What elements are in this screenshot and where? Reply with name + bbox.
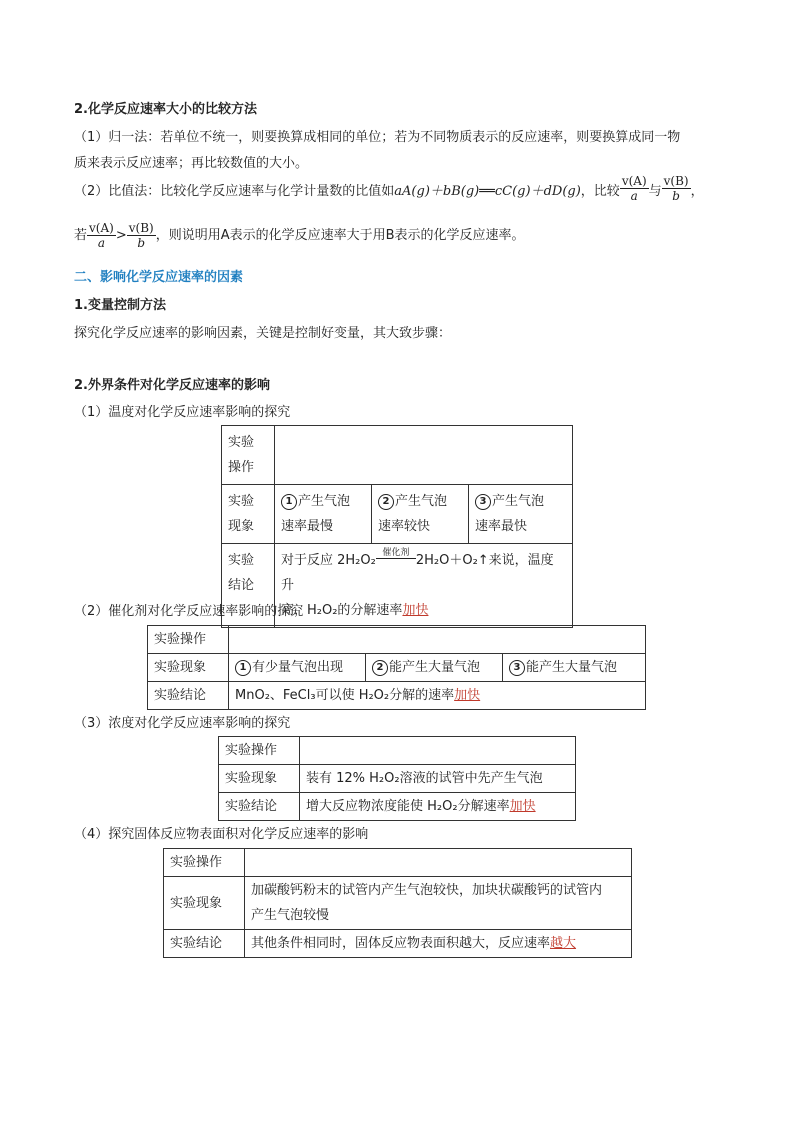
circled-number-1: 1 (281, 494, 297, 510)
fraction-vb-2-den: b (137, 236, 146, 250)
circled-number-2: 2 (378, 494, 394, 510)
fraction-va-den: a (630, 189, 638, 203)
table2-caption: （2）催化剂对化学反应速率影响的探究 (74, 604, 304, 619)
t2-ph1: 1 有少量气泡出现 (229, 654, 366, 682)
fraction-vb-num: v(B) (663, 174, 689, 188)
t3-ph-label: 实验现象 (219, 765, 300, 793)
t4-cc-value: 其他条件相同时，固体反应物表面积越大，反应速率越大 (245, 930, 632, 958)
table-row (148, 626, 646, 654)
table-row (222, 426, 573, 485)
t1-op-value (275, 426, 573, 485)
fraction-va-num: v(A) (621, 174, 647, 188)
fraction-va (620, 174, 649, 203)
part2-title: 二、影响化学反应速率的因素 (74, 270, 244, 285)
t4-answer: 越大 (550, 936, 577, 951)
paragraph-normalize-1: （1）归一法：若单位不统一，则要换算成相同的单位；若为不同物质表示的反应速率，则要换算成同一物 (74, 130, 681, 145)
fraction-vb-den: b (672, 189, 680, 203)
ratio-conclusion-text: ，则说明用A表示的化学反应速率大于用B表示的化学反应速率。 (155, 228, 525, 243)
t2-op-label: 实验操作 (148, 626, 229, 654)
fraction-vb (662, 174, 691, 203)
t2-ph2: 2 能产生大量气泡 (366, 654, 503, 682)
ratio-gt: > (115, 228, 127, 243)
circled-number-2: 2 (372, 660, 388, 676)
t1-cc-label: 实验 结论 (222, 544, 275, 628)
table-row (148, 682, 646, 710)
fraction-va-2 (87, 221, 116, 250)
fraction-vb-2 (127, 221, 156, 250)
ratio-equation: aA(g)＋bB(g)══cC(g)＋dD(g) (394, 184, 581, 199)
t4-cc-label: 实验结论 (164, 930, 245, 958)
table-row (219, 765, 576, 793)
table-row (148, 654, 646, 682)
t3-op-label: 实验操作 (219, 737, 300, 765)
section-title-variable-control: 1.变量控制方法 (74, 298, 166, 313)
t2-cc-value: MnO₂、FeCl₃可以使 H₂O₂分解的速率加快 (229, 682, 646, 710)
paragraph-ratio (74, 174, 704, 203)
table-concentration (218, 736, 576, 821)
t4-ph-label: 实验现象 (164, 877, 245, 930)
table-row (219, 793, 576, 821)
ratio-with: 与 (648, 184, 662, 199)
table-row (164, 877, 632, 930)
table-row (164, 849, 632, 877)
ratio-end: ， (690, 184, 704, 199)
table-row (219, 737, 576, 765)
t1-ph3: 3 产生气泡 速率最快 (469, 485, 573, 544)
t1-answer: 加快 (402, 603, 429, 618)
t2-answer: 加快 (454, 688, 481, 703)
t4-op-value (245, 849, 632, 877)
t4-ph-value: 加碳酸钙粉末的试管内产生气泡较快，加块状碳酸钙的试管内 产生气泡较慢 (245, 877, 632, 930)
table-row (222, 485, 573, 544)
t3-answer: 加快 (509, 799, 536, 814)
t4-op-label: 实验操作 (164, 849, 245, 877)
table-row (164, 930, 632, 958)
circled-number-3: 3 (509, 660, 525, 676)
paragraph-ratio-conclusion (74, 221, 525, 250)
t1-ph-label: 实验 现象 (222, 485, 275, 544)
section-title-compare: 2.化学反应速率大小的比较方法 (74, 102, 257, 117)
table4-caption: （4）探究固体反应物表面积对化学反应速率的影响 (74, 827, 369, 842)
fraction-va-2-num: v(A) (89, 221, 114, 235)
t1-ph2: 2 产生气泡 速率较快 (372, 485, 469, 544)
catalyst-arrow: 催化剂 (376, 548, 416, 559)
ratio-compare: ，比较 (580, 184, 620, 199)
section-title-external-conditions: 2.外界条件对化学反应速率的影响 (74, 378, 270, 393)
paragraph-variable-control: 探究化学反应速率的影响因素，关键是控制好变量，其大致步骤： (74, 326, 452, 341)
ratio-if: 若 (74, 228, 88, 243)
paragraph-normalize-2: 质来表示反应速率；再比较数值的大小。 (74, 156, 309, 171)
ratio-text: （2）比值法：比较化学反应速率与化学计量数的比值如 (74, 184, 395, 199)
t3-cc-label: 实验结论 (219, 793, 300, 821)
t3-ph-value: 装有 12% H₂O₂溶液的试管中先产生气泡 (300, 765, 576, 793)
t2-op-value (229, 626, 646, 654)
t1-ph1: 1 产生气泡 速率最慢 (275, 485, 372, 544)
t3-cc-value: 增大反应物浓度能使 H₂O₂分解速率加快 (300, 793, 576, 821)
table-surface-area (163, 848, 632, 958)
circled-number-3: 3 (475, 494, 491, 510)
t3-op-value (300, 737, 576, 765)
fraction-vb-2-num: v(B) (128, 221, 154, 235)
fraction-va-2-den: a (97, 236, 105, 250)
t2-cc-label: 实验结论 (148, 682, 229, 710)
t1-cc-value: 对于反应 2H₂O₂ 催化剂 2H₂O＋O₂↑来说，温度升 高，H₂O₂的分解速率加快 (275, 544, 573, 628)
table3-caption: （3）浓度对化学反应速率影响的探究 (74, 716, 291, 731)
circled-number-1: 1 (235, 660, 251, 676)
t1-op-label: 实验 操作 (222, 426, 275, 485)
table1-caption: （1）温度对化学反应速率影响的探究 (74, 405, 291, 420)
t2-ph-label: 实验现象 (148, 654, 229, 682)
table-temperature (221, 425, 573, 628)
table-catalyst (147, 625, 646, 710)
t2-ph3: 3 能产生大量气泡 (503, 654, 646, 682)
